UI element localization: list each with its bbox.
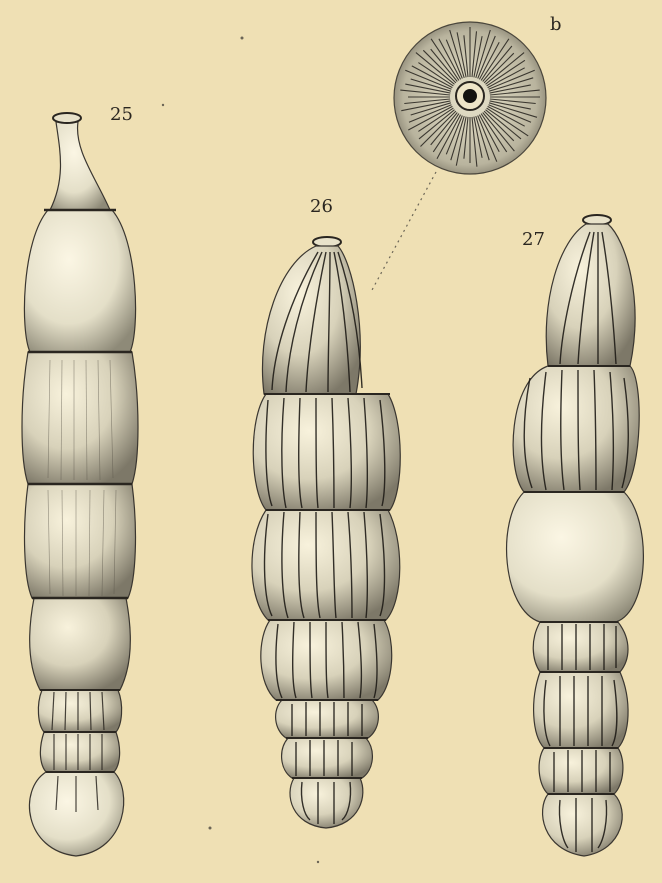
detail-label-b: b — [550, 14, 562, 35]
apertural-view-detail — [394, 22, 546, 174]
figure-label-26: 26 — [310, 196, 333, 217]
figure-label-25: 25 — [110, 104, 133, 125]
figure-label-27: 27 — [522, 229, 545, 250]
